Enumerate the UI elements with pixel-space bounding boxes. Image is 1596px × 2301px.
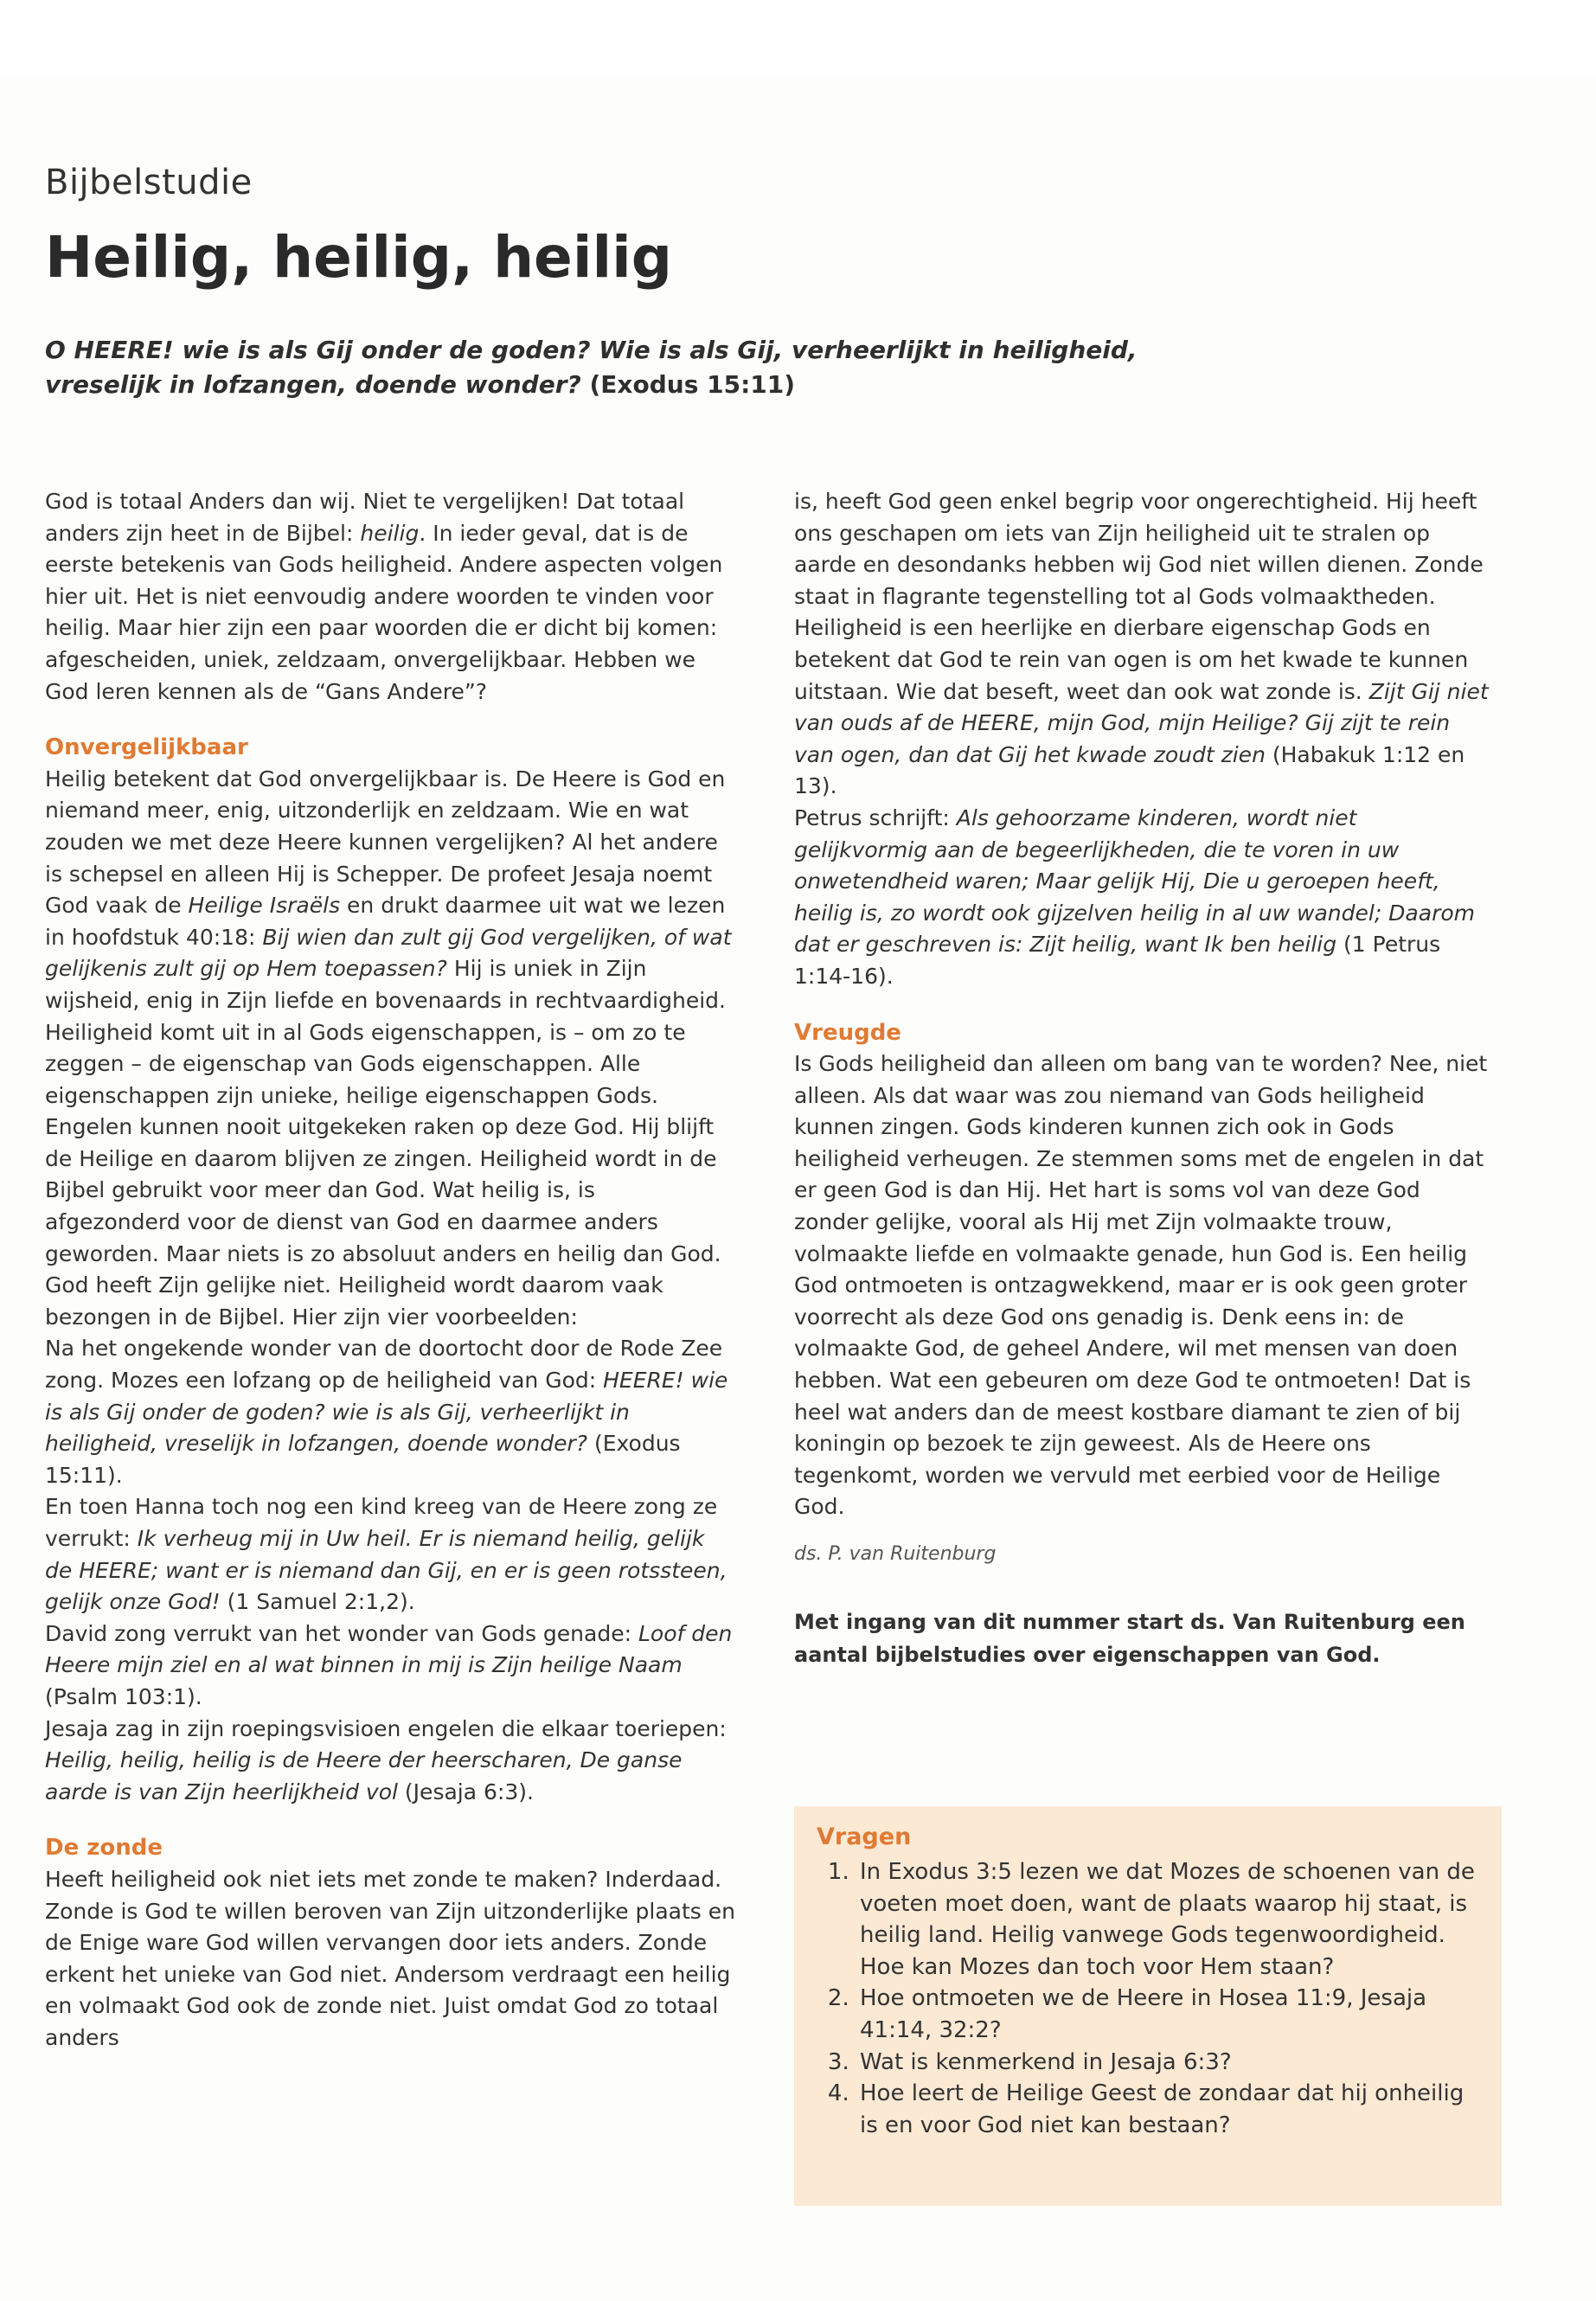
left-column: [45, 486, 737, 2054]
section-heading-vreugde: Vreugde: [794, 1019, 901, 1046]
example-jesaja: Jesaja zag in zijn roepingsvisioen engelen die elkaar toeriepen: Heilig, heilig, heilig is de Heere der heerscharen, De ganse aarde is van Zijn heerlijkheid vol (Jesaja 6:3).: [45, 1715, 727, 1804]
questions-box: [794, 1806, 1502, 2206]
right-column: [794, 486, 1495, 1695]
lead-reference: (Exodus 15:11): [580, 370, 796, 399]
series-note: Met ingang van dit nummer start ds. Van Ruitenburg een aantal bijbelstudies over eigenschappen van God.: [794, 1609, 1465, 1667]
example-psalm: David zong verrukt van het wonder van Gods genade: Loof den Heere mijn ziel en al wat binnen in mij is Zijn heilige Naam (Psalm 103:1).: [45, 1620, 733, 1709]
questions-list: [817, 1856, 1481, 2141]
example-exodus: Na het ongekende wonder van de doortocht door de Rode Zee zong. Mozes een lofzang op de heiligheid van God: HEERE! wie is als Gij onder de goden? wie is als Gij, verheerlijkt in heiligheid, vreselijk in lofzangen, doende wonder? (Exodus 15:11).: [45, 1336, 728, 1488]
section-heading-de-zonde: De zonde: [45, 1835, 163, 1862]
paragraph-vreugde: Is Gods heiligheid dan alleen om bang van te worden? Nee, niet alleen. Als dat waar was zou niemand van Gods heiligheid kunnen zingen. Gods kinderen kunnen zich ook in Gods heiligheid verheugen. Ze stemmen soms met de engelen in dat er geen God is dan Hij. Het hart is soms vol van deze God zonder gelijke, vooral als Hij met Zijn volmaakte trouw, volmaakte liefde en volmaakte genade, hun God is. Een heilig God ontmoeten is ontzagwekkend, maar er is ook geen groter voorrecht als deze God ons genadig is. Denk eens in: de volmaakte God, de geheel Andere, wil met mensen van doen hebben. Wat een gebeuren om deze God te ontmoeten! Dat is heel wat anders dan de meest kostbare diamant te zien of bij koningin op bezoek te zijn geweest. Als de Heere ons tegenkomt, worden we vervuld met eerbied voor de Heilige God.: [794, 1051, 1488, 1520]
question-item: 3. Wat is kenmerkend in Jesaja 6:3?: [856, 2047, 1481, 2079]
paragraph-de-zonde: Heeft heiligheid ook niet iets met zonde te maken? Inderdaad. Zonde is God te willen beroven van Zijn uitzonderlijke plaats en de Enige ware God willen vervangen door iets anders. Zonde erkent het unieke van God niet. Andersom verdraagt een heilig en volmaakt God ook de zonde niet. Juist omdat God zo totaal anders: [45, 1866, 735, 2050]
lead-quote: [45, 333, 1239, 402]
section-heading-onvergelijkbaar: Onvergelijkbaar: [45, 734, 248, 761]
question-item: 2. Hoe ontmoeten we de Heere in Hosea 11:9, Jesaja 41:14, 32:2?: [856, 1983, 1481, 2046]
paragraph-onvergelijkbaar: Heilig betekent dat God onvergelijkbaar is. De Heere is God en niemand meer, enig, uitzonderlijk en zeldzaam. Wie en wat zouden we met deze Heere kunnen vergelijken? Al het andere is schepsel en alleen Hij is Schepper. De profeet Jesaja noemt God vaak de Heilige Israëls en drukt daarmee uit wat we lezen in hoofdstuk 40:18: Bij wien dan zult gij God vergelijken, of wat gelijkenis zult gij op Hem toepassen? Hij is uniek in Zijn wijsheid, enig in Zijn liefde en bovenaards in rechtvaardigheid. Heiligheid komt uit in al Gods eigenschappen, is – om zo te zeggen – de eigenschap van Gods eigenschappen. Alle eigenschappen zijn unieke, heilige eigenschappen Gods. Engelen kunnen nooit uitgekeken raken op deze God. Hij blijft de Heilige en daarom blijven ze zingen. Heiligheid wordt in de Bijbel gebruikt voor meer dan God. Wat heilig is, is afgezonderd voor de dienst van God en daarmee anders geworden. Maar niets is zo absoluut anders en heilig dan God. God heeft Zijn gelijke niet. Heiligheid wordt daarom vaak bezongen in de Bijbel. Hier zijn vier voorbeelden:: [45, 766, 732, 1330]
question-item: 4. Hoe leert de Heilige Geest de zondaar dat hij onheilig is en voor God niet kan bestaan?: [856, 2078, 1481, 2141]
section-kicker: Bijbelstudie: [45, 163, 253, 202]
question-item: 1. In Exodus 3:5 lezen we dat Mozes de schoenen van de voeten moet doen, want de plaats waarop hij staat, is heilig land. Heilig vanwege Gods tegenwoordigheid. Hoe kan Mozes dan toch voor Hem staan?: [856, 1856, 1481, 1983]
author-byline: ds. P. van Ruitenburg: [794, 1543, 997, 1565]
lead-quote-text: O HEERE! wie is als Gij onder de goden? Wie is als Gij, verheerlijkt in heiligheid, vreselijk in lofzangen, doende wonder?: [45, 336, 1138, 399]
questions-heading: Vragen: [817, 1823, 912, 1850]
example-samuel: En toen Hanna toch nog een kind kreeg van de Heere zong ze verrukt: Ik verheug mij in Uw heil. Er is niemand heilig, gelijk de HEERE; want er is niemand dan Gij, en er is geen rotssteen, gelijk onze God! (1 Samuel 2:1,2).: [45, 1494, 727, 1615]
intro-paragraph: God is totaal Anders dan wij. Niet te vergelijken! Dat totaal anders zijn heet in de Bijbel: heilig. In ieder geval, dat is de eerste betekenis van Gods heiligheid. Andere aspecten volgen hier uit. Het is niet eenvoudig andere woorden te vinden voor heilig. Maar hier zijn een paar woorden die er dicht bij komen: afgescheiden, uniek, zeldzaam, onvergelijkbaar. Hebben we God leren kennen als de “Gans Andere”?: [45, 489, 723, 704]
paragraph-habakuk: is, heeft God geen enkel begrip voor ongerechtigheid. Hij heeft ons geschapen om iets van Zijn heiligheid uit te stralen op aarde en desondanks hebben wij God niet willen dienen. Zonde staat in flagrante tegenstelling tot al Gods volmaaktheden. Heiligheid is een heerlijke en dierbare eigenschap Gods en betekent dat God te rein van ogen is om het kwade te kunnen uitstaan. Wie dat beseft, weet dan ook wat zonde is. Zijt Gij niet van ouds af de HEERE, mijn God, mijn Heilige? Gij zijt te rein van ogen, dan dat Gij het kwade zoudt zien (Habakuk 1:12 en 13).: [794, 489, 1489, 799]
page-title: Heilig, heilig, heilig: [45, 224, 672, 291]
paragraph-petrus: Petrus schrijft: Als gehoorzame kinderen, wordt niet gelijkvormig aan de begeerlijkheden, die te voren in uw onwetendheid waren; Maar gelijk Hij, Die u geroepen heeft, heilig is, zo wordt ook gijzelven heilig in al uw wandel; Daarom dat er geschreven is: Zijt heilig, want Ik ben heilig (1 Petrus 1:14-16).: [794, 804, 1475, 989]
